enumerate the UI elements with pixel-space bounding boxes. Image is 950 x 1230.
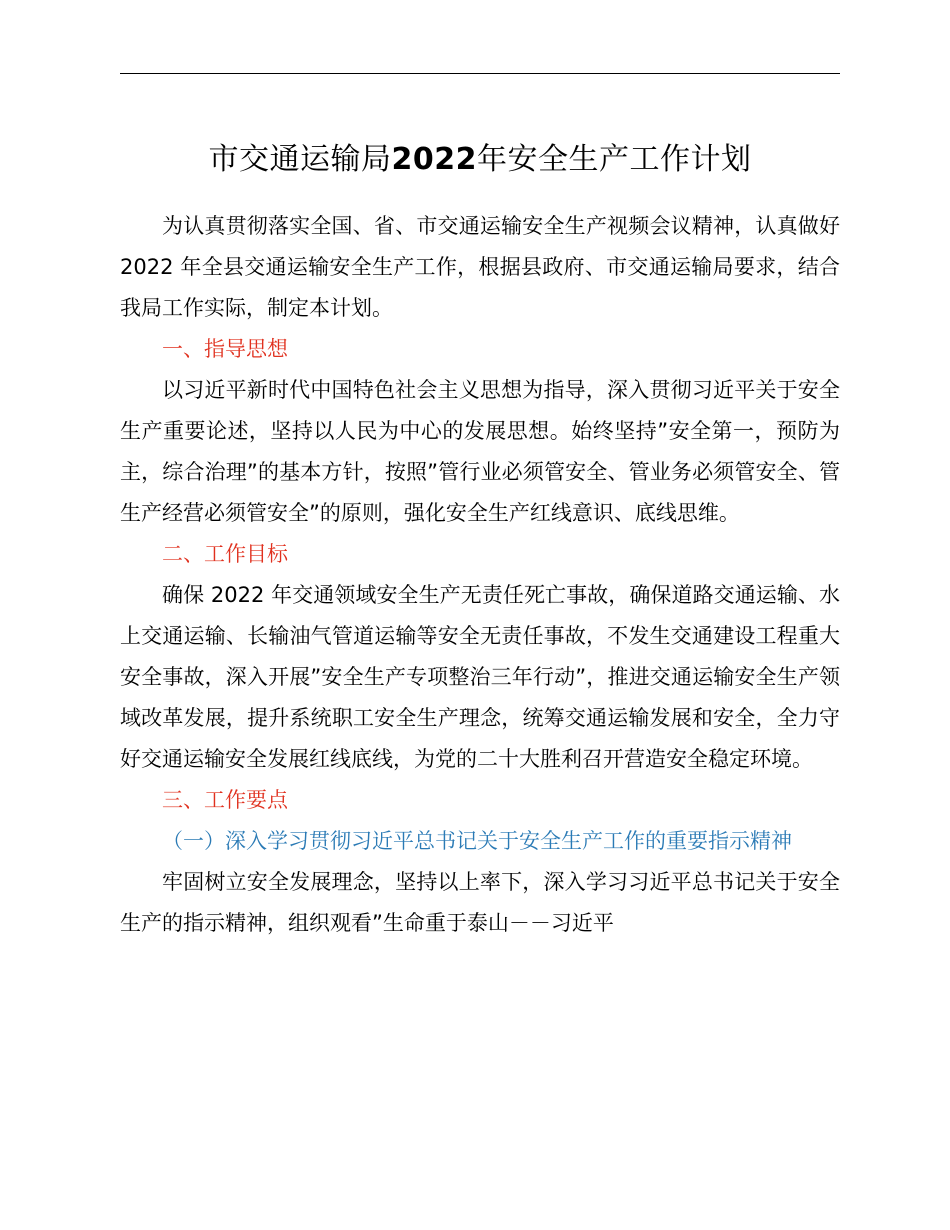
subsection-heading-study: （一）深入学习贯彻习近平总书记关于安全生产工作的重要指示精神 bbox=[162, 829, 792, 853]
page-title bbox=[120, 138, 840, 182]
section-heading-guiding-thought: 一、指导思想 bbox=[162, 337, 288, 361]
section-body-work-goals: 确保 2022 年交通领域安全生产无责任死亡事故，确保道路交通运输、水上交通运输、长输油气管道运输等安全无责任事故，不发生交通建设工程重大安全事故，深入开展”安全生产专项整治三年行动”，推进交通运输安全生产领域改革发展，提升系统职工安全生产理念，统筹交通运输发展和安全，全力守好交通运输安全发展红线底线，为党的二十大胜利召开营造安全稳定环境。 bbox=[120, 583, 840, 771]
title-suffix: 年安全生产工作计划 bbox=[477, 142, 752, 177]
title-prefix: 市交通运输局 bbox=[208, 142, 392, 177]
title-year: 2022 bbox=[391, 142, 477, 177]
header-rule bbox=[120, 73, 840, 74]
intro-paragraph: 为认真贯彻落实全国、省、市交通运输安全生产视频会议精神，认真做好 2022 年全县交通运输安全生产工作，根据县政府、市交通运输局要求，结合我局工作实际，制定本计划。 bbox=[120, 214, 840, 320]
document-page bbox=[120, 138, 840, 944]
section-heading-work-points: 三、工作要点 bbox=[162, 788, 288, 812]
section-heading-work-goals: 二、工作目标 bbox=[162, 542, 288, 566]
section-body-guiding-thought: 以习近平新时代中国特色社会主义思想为指导，深入贯彻习近平关于安全生产重要论述，坚持以人民为中心的发展思想。始终坚持”安全第一，预防为主，综合治理”的基本方针，按照”管行业必须管安全、管业务必须管安全、管生产经营必须管安全”的原则，强化安全生产红线意识、底线思维。 bbox=[120, 378, 840, 525]
subsection-body-study: 牢固树立安全发展理念，坚持以上率下，深入学习习近平总书记关于安全生产的指示精神，组织观看”生命重于泰山－－习近平 bbox=[120, 870, 840, 935]
